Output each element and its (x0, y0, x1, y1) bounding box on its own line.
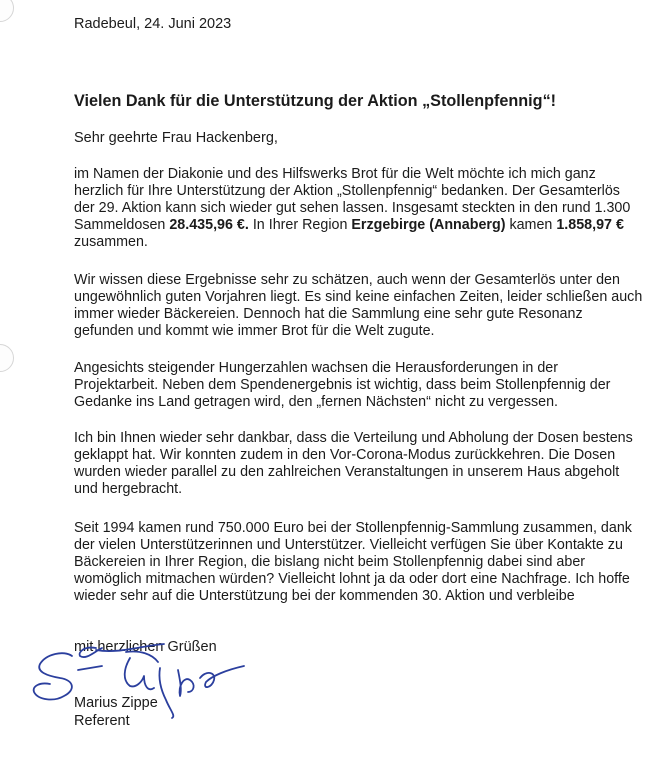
closing-line: mit herzlichen Grüßen (74, 639, 217, 655)
sender-block (74, 694, 158, 730)
letter-subject: Vielen Dank für die Unterstützung der Aktion „Stollenpfennig“! (74, 92, 557, 110)
paragraph-gratitude: Ich bin Ihnen wieder sehr dankbar, dass die Verteilung und Abholung der Dosen bestens geklappt hat. Wir konnten zudem in den Vor-Corona-Modus zurückkehren. Die Dosen wurden wieder parallel zu den zahlreichen Veranstaltungen in unserem Haus abgeholt und hergebracht. (74, 430, 633, 497)
paragraph-text: im Namen der Diakonie und des Hilfswerks Brot für die Welt möchte ich mich ganz herzlich für Ihre Unterstützung der Aktion „Stollenpfennig“ bedanken. Der Gesamterlös der 29. Aktion kann sich wieder gut sehen lassen. Insgesamt steckten in den rund 1.300 Sammeldosen (74, 166, 631, 233)
paragraph-thanks (74, 166, 644, 251)
paragraph-text: In Ihrer Region (248, 217, 352, 233)
date-line: Radebeul, 24. Juni 2023 (74, 16, 232, 32)
paragraph-history: Seit 1994 kamen rund 750.000 Euro bei der Stollenpfennig-Sammlung zusammen, dank der vielen Unterstützerinnen und Unterstützer. Vielleicht verfügen Sie über Kontakte zu Bäckereien in Ihrer Region, die bislang nicht beim Stollenpfennig dabei sind aber womöglich mitmachen würden? Vielleicht lohnt ja da oder dort eine Nachfrage. Ich hoffe wieder sehr auf die Unterstützung bei der kommenden 30. Aktion und verbleibe (74, 520, 632, 604)
sender-name: Marius Zippe (74, 695, 158, 711)
paragraph-results: Wir wissen diese Ergebnisse sehr zu schätzen, auch wenn der Gesamterlös unter den ungewöhnlich guten Vorjahren liegt. Es sind keine einfachen Zeiten, leider schließen auch immer wieder Bäckereien. Dennoch hat die Sammlung eine sehr gute Resonanz gefunden und kommt wie immer Brot für die Welt zugute. (74, 272, 643, 339)
punch-hole-middle (0, 344, 14, 372)
salutation: Sehr geehrte Frau Hackenberg, (74, 130, 278, 146)
paragraph-hunger: Angesichts steigender Hungerzahlen wachsen die Herausforderungen in der Projektarbeit. Neben dem Spendenergebnis ist wichtig, dass beim Stollenpfennig der Gedanke ins Land getragen wird, den „fernen Nächsten“ nicht zu vergessen. (74, 360, 611, 410)
total-amount: 28.435,96 €. (169, 217, 249, 233)
punch-hole-top (0, 0, 14, 22)
sender-role: Referent (74, 713, 130, 729)
region-amount: 1.858,97 € (556, 217, 624, 233)
paragraph-text: zusammen. (74, 234, 148, 250)
region-name: Erzgebirge (Annaberg) (351, 217, 506, 233)
paragraph-text: kamen (505, 217, 557, 233)
